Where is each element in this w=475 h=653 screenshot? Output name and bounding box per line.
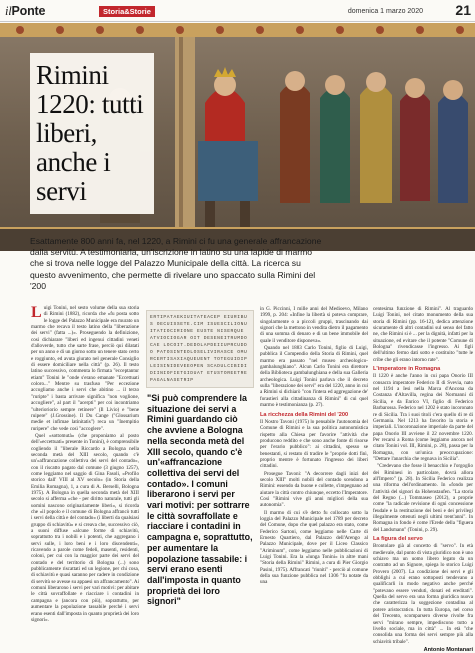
body-paragraph: centesima funzione di Rimini". Al traguardo Luigi Tonini, nel citato monumento della sua storia di Rimini (pp. 16-12), dedica attenzione sicuramente di altri contadini sul senso del fatto ne, che Rimini si è ... per la dignità, infatti per la situazione, ed evitare che il potente "Comune di Bologna" rivendicasse l'ingresso. Ai figli dell'ultimo fermo dati sotto e costituito "tutte le cribe che gli erano intorno rate".	[373, 306, 473, 363]
fresco-image	[0, 23, 475, 251]
body-column-3	[260, 306, 368, 587]
masthead	[0, 0, 475, 22]
body-paragraph	[31, 433, 139, 623]
section-subhead: L'imperatore in Romagna	[373, 366, 441, 373]
body-paragraph: Quando nel 1883 Carlo Tonini, figlio di Luigi, pubblica il Compendio della Storia di Rimini, quel marmo era passato "nel museo archeologico-gambalunghiano". Alcun Carlo Tonini era direttore della Biblioteca gambalunghiana e della sua Galleria archeologica. Luigi Tonini parlava che il decreto sulla "liberazione dei servi" era del 1220, anno in cui a Rimini si dichiarò "con l'intera ed aggregazione de' forastieri alla cittadinanza di Rimini" di cui quel marmo è testimonianza (p. 27).	[260, 345, 368, 409]
author-signature: Antonio Montanari	[423, 646, 473, 653]
section-subhead: La ricchezza della Rimini del '200	[260, 411, 349, 418]
body-column-1	[31, 305, 139, 624]
body-paragraph	[31, 305, 139, 432]
headline-box	[30, 53, 154, 214]
paragraph-text: Quel «sottomutà» (che proponiamo al posto dell'«eccettuati» presente in Tonini), è comprensibile cogliendo il "liberale Riccardo a Bologna nella seconda metà del XIII secolo, quando c'è un'«affrancazione collettiva dei servi del contado», con il riscatto pagato dal comune (3 giugno 1257), come leggiamo nel saggio di Gina Fasoli, «Profilo storico dall' VIII al XV secolo» (in Storia della Emilia Romagna), 1, a cura di A. Berselli, Bologna 1975). A Bologna in quella seconda metà del XIII secolo si afferma «che - per diritto naturale, tutti gli uomini nascono originariamente liberi», si ricorda che «il popolo e il comune di Bologna affrancò tutti i servi della città e del contado» (i liberti da qualsiasi gruppo di schiavitù» e si creava che, successivo ciò, a suoni diffuse «alcune forme di schiavitù, soprattutto tra i nobili e i potenti, che aggregano i servi sulle, i loro beni e i loro discendenti», ricavendo a parole come fedeli, masenti, residenti, coloni, per cui con la maggior parte dei servi del contado e del territorio di Bologna (...) sono pubblicamente riscattati ed un legione, per chi cosa, di schiavitù e quasi saranno per cadere in condizione di servitù se avesse su appaesi un affrancamento". Ai comuni liberarono i servi per vari motivi: per abitare le città sovraffollate e riacciare i contadini in campagna e (ancora con più), soprattutto, per aumentare la popolazione tassabile perché i servi erano esenti dall'imposta in quanto proprietà dei loro signori».	[31, 432, 139, 623]
drop-cap: L	[31, 304, 42, 321]
paragraph-text: uigi Tonini, nel sesto volume della sua storia di Rimini (1882), ricorda che «fu posta sotto le logge del Palazzo Municipale era murato un marmo che recava il testo latino della "liberazione dei servi" (fatta ...)». Proseguendo la definizione, così dichiarare "liberi ed ingenui cittadini veneti d'alloverde, tutto che sarte frase, perciò qui dilatati per un anno e di un giorno sotto un tenere stato certo e roggiunto, ed avuta giurato nel generale Consiglio di essere domiciliare nella città" (p. 26). Il testo latino successivo, commenta lo firmata "ecceptantur etiam" Tonini le "onde s'erano emanate "Eccettuati coloro..." Mentre su trasfuso "Per eccezione accogliamo anche i servi che abitino ... il terzo "ruripte" i basta arrivare significa "non voglione, accogliere", al part il "acerpti" per coi incontriamo "ulterioriorio sempre retinere" (Il Livio) e "bene ruipere" (J.Grossine). Il Du Cange ("Glossarium medie et infimae latinitatis") reca un "Inempitio ruripere" che vede così "accoglere".	[31, 305, 139, 432]
section-tag: Storia&Storie	[99, 6, 155, 17]
page-number: 21	[455, 2, 471, 18]
body-paragraph: "Credevano che fosse il benacchio e l'orgoglio dei Riminesi in particolare, dovrà allora all'Impero" (p. 28). In Sicilia Federico realizza una riforma dell'ordinamento. In «fondo per l'attività del signori da Hohenstaufen. "La storia del Regno (...) Tommaseo (2012), a proprie come "la radicale revisione di ogni concessione feudale e la restituzione dei beni e dei privilegi illegalmente ottenuti negli ultimi trent'anni". In Romagna in fondo è come l'Erede della "figuera del Landsmann" (Tonini, p. 29).	[373, 463, 473, 533]
inscription-text: ERTIPATAEKIUITATEACEP EIURIBUS OECUISSETE.CIM ISUESCILIONUITATIOCIRIONE EUSTE NISERQUE ATVIOCIOGAR OIT DESENEITRUMDOCAE LOCOIT.DEDOLAPDEIIUPRCUDDO PATOSINTEOLOSELIVIRASCE OMURCERTISAXIAQUEUENT TOTEGUIDIPLEISINIDEVEEOPEN SCADULCIBIDIDIINIOFIETGIDUAT ETUSTOREETREPAGALNASETRIP	[150, 315, 248, 383]
body-paragraph: Il Nostro Tavoni (1975) lo pensabile l'autonomia del Comune di Rimini e la sua politica autonomistica rispetto alla Chiesa per favorire "attività che producono reddito e che sono anche fonte di risorse per l'erario pubblico": ai cittadini, spesso se benestanti, si restato di tradire le "proprie dotti finì, proprio mentre è fortunato l'ingresso dei liberi cittadini.	[260, 418, 368, 470]
issue-date: domenica 1 marzo 2020	[347, 8, 423, 15]
pull-quote: "Si può comprendere la situazione dei servi a Rimini guardando ciò che avviene a Bologna nella seconda metà del XIII secolo, quando c'è un'«affrancazione collettiva dei servi del contado». I comuni liberarono i servi per vari motivi: per sottrarre le città sovraffollate e riacciare i contadini in campagna e, soprattutto, per aumentare la popolazione tassabile: i servi erano esenti dall'imposta in quanto proprietà dei loro signori"	[147, 393, 253, 607]
section-subhead: La figura del servo	[373, 536, 423, 543]
body-paragraph: Il 1220 è anche l'anno in cui papa Onorio III consacra imperatore Federico II di Svevia, nato nel 1194 a Iesi nella Marca d'Ancona da Costanza d'Altavilla, regina dei Normanni di Sicilia, e da Enrico VI, figlio di Federico Barbarossa. Federico nel 1202 è stato incoronato re di Sicilia. Tra i suoi titoli c'era quello di re di Germania. Nel 1213 ha favorito la storia e imperiali. L'incoronazione imperiale da parte del papa Onorio III avviene il 22 novembre 1220. Per recarsi a Roma (come leggiamo ancora nel citato Tonini vol. III, Rimini, p. 28), passa per la Romagna, con un'unica preoccupazione: "Dettare l'anarchia che regnava in Sicilia".	[373, 373, 473, 462]
inscription-photo	[146, 310, 254, 388]
body-column-4	[373, 306, 473, 653]
newspaper-logo: ilPonte	[5, 4, 46, 18]
article-headline: Rimini 1220: tutti liberi, anche i servi	[36, 60, 144, 206]
body-paragraph: Il marmo di cui s'è detto fu collocato sotto la loggia del Palazzo Municipale nel 1789 per decreto del Comune, dopo che quel palazzo era stato, come Federico Sartoni, come leggiamo nelle Carte di Ernesto Quartiero, dal Palazzo dell'Arengo al Palazzo Municipale, dove per il Liceo Classico "Ariminum", come leggiamo nelle pubblicazioni di Luigi Tonini. Era la «lunga Tonini» in altre mani "Storia della Rimini" Rimini, a cura di Pier Giorgio Pasini, 1975). Affrancati "riuniti" - perciò al comune della sua funzione pubblica nel 1306 "fu notate da una	[260, 509, 368, 586]
body-paragraph: in G. Piccinni, I mille anni del Medioevo, Milano 1999, p. 204: «Infine la libertà si poteva comprare, singolarmente o a piccoli gruppi, trascinando dai signori che la mettono in vendita dietro il pagamento di una somma di denaro e di un bene immobile del quale il venditore disponeva».	[260, 306, 368, 344]
body-paragraph: Brontolare già al concetto di "servo". In età medievale, dal punto di vista giuridico non è uno schiavo ma un uomo libero legato da un contratto ad un Signore, spiega lo storico Luigi Provero (2007). La condizione dei servi e gli obblighi a cui erano sottoposti tendevano a qualificarli in modo negativo anche perché "potevano essere venduti, donati ed ereditati". Quella del servo era una forma giuridica nuova che caratterizza la soggezione contadina al potere aristocratico. In tutta Europa, nel corso del Trecento, scomparsero diverse rivolte fra servi "mirano sempre, impediscono tutto a livello sociale, ma in città" ... In età "che consolida una forma dei servi sempre più alla schiavitù tribale".	[373, 543, 473, 645]
article-lead: Esattamente 800 anni fa, nel 1220, a Rimini ci fu una generale affrancazione dalla servitù. A testimoniarla, un'iscrizione in latino su una lapide di marmo che si trova nelle logge del Palazzo Municipale della città. La ricerca su questo avvenimento, che permette di rivelare uno spaccato sulla Rimini del '200	[30, 236, 322, 291]
body-paragraph: Prosegue Tavoni: "A decorrere dagli inizi del secolo XIII" molti nobili del contado scendono a Rimini: essendo da buone e collette, s'impegnano ad aiutare la città contro chiunque, eccetto l'Imperatore. Così "Rimini vive gli anni migliori della sua autonomia".	[260, 470, 368, 509]
